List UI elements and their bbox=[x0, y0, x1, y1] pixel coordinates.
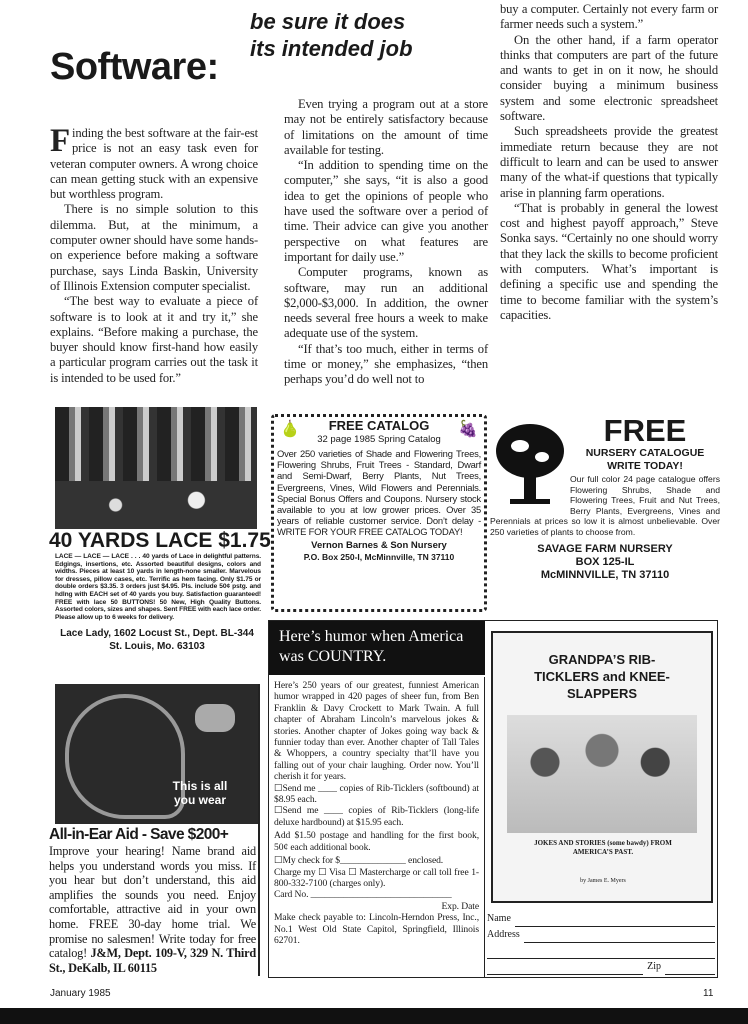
savage-ad-body: Our full color 24 page catalogue offers Flowering Shrubs, Shade and Flowering Trees, Fruit and Nut Trees, Berry Plants, Evergreens, Vines and Perennials at prices so low it is almost unbelievable. Over 250 varieties of plants to choose from. bbox=[490, 474, 720, 537]
softbound-option[interactable]: ☐Send me ____ copies of Rib-Ticklers (softbound) at $8.95 each. bbox=[274, 782, 479, 806]
address-form bbox=[487, 911, 715, 975]
humor-ad-header: Here’s humor when America was COUNTRY. bbox=[269, 621, 485, 675]
scan-edge bbox=[0, 1008, 748, 1024]
article-column-3: buy a computer. Certainly not every farm or farmer needs such a system.” On the other hand, if a farm operator thinks that computers are part of the future and wants to get in on it now, he should consider buying a minimum business system and some electronic spreadsheet software. Such spreadsheets provide the greatest immediate return because they are not difficult to learn and can be used to answer many of the what-if questions that typically arise in planning farm operations. “That is probably in general the lowest cost and highest payoff approach,” Steve Sonka says. “Certainly no one should worry that they lack the skills to become proficient with computers. What’s important is defining a specific use and spending the time to become familiar with the system’s capacities. bbox=[500, 2, 718, 322]
lace-ad-city: St. Louis, Mo. 63103 bbox=[109, 641, 205, 653]
name-field[interactable] bbox=[515, 911, 715, 927]
book-subtitle: JOKES AND STORIES (some bawdy) FROM AMERICA’S PAST. bbox=[534, 839, 672, 856]
hearing-ad-title: All-in-Ear Aid - Save $200+ bbox=[49, 826, 229, 843]
drop-cap: F bbox=[50, 123, 71, 159]
hearing-aid-ad bbox=[49, 684, 260, 976]
article-headline: Software: bbox=[50, 46, 219, 88]
humor-book-ad bbox=[268, 620, 718, 978]
savage-ad-box: BOX 125-IL bbox=[575, 555, 635, 568]
hearing-ad-body: Improve your hearing! Name brand aid helps you understand words you miss. If you hear but don’t understand, this aid amplifies the sounds you need. Enjoy comfortable, attractive aid in your own home. FREE 30-day home trial. We promise no salesmen! Write today for free catalog! J&M, Dept. 109-V, 329 N. Third St., DeKalb, IL 60115 bbox=[49, 844, 257, 975]
exp-date-field[interactable]: Exp. Date bbox=[441, 900, 479, 912]
book-author: by James E. Myers bbox=[580, 878, 626, 884]
pear-icon: 🍐 bbox=[280, 421, 300, 438]
lace-ad-title: 40 YARDS LACE $1.75 bbox=[49, 529, 271, 552]
photo-caption-2: you wear bbox=[173, 793, 227, 807]
charge-options[interactable]: Charge my ☐ Visa ☐ Mastercharge or call toll free 1-800-332-7100 (charges only). bbox=[274, 866, 479, 889]
catalog-ad-address: P.O. Box 250-I, McMinnville, TN 37110 bbox=[303, 551, 455, 562]
order-form bbox=[269, 677, 485, 977]
savage-ad-city: McMINNVILLE, TN 37110 bbox=[540, 568, 670, 581]
postage-note: Add $1.50 postage and handling for the first book, 50¢ each additional book. bbox=[274, 830, 479, 853]
savage-nursery-ad bbox=[490, 415, 720, 610]
address-field[interactable] bbox=[524, 927, 715, 943]
grapes-icon: 🍇 bbox=[458, 421, 478, 438]
photo-caption: This is all bbox=[172, 779, 228, 793]
book-cover bbox=[491, 631, 713, 903]
lace-ad-address: Lace Lady, 1602 Locust St., Dept. BL-344 bbox=[60, 628, 254, 640]
zip-label: Zip bbox=[647, 961, 661, 972]
check-field[interactable]: ☐My check for $______________ enclosed. bbox=[274, 855, 444, 867]
savage-ad-company: SAVAGE FARM NURSERY bbox=[537, 542, 673, 555]
catalog-ad-title: FREE CATALOG bbox=[328, 418, 430, 433]
catalog-ad-company: Vernon Barnes & Son Nursery bbox=[311, 539, 447, 551]
page-number: 11 bbox=[703, 988, 714, 999]
article-column-2: Even trying a program out at a store may not be entirely satisfactory because of limitations on the amount of time available for testing. “In addition to spending time on the computer,” she says, “it is also a good idea to get the opinions of people who have used the software over a period of time. Their advice can give you another perspective on what features are important for daily use.” Computer programs, known as software, may run an additional $2,000-$3,000. In addition, the owner needs several free hours a week to make adequate use of the system. “If that’s too much, either in terms of time or money,” she emphasizes, “then perhaps you’d do well not to bbox=[284, 97, 488, 387]
article-subhead: be sure it does its intended job bbox=[250, 9, 413, 61]
tree-icon bbox=[492, 421, 570, 509]
article-column-1: Finding the best software at the fair-est price is not an easy task even for veteran computer owners. A wrong choice can mean getting stuck with an expensive but worthless program. There is no simple solution to this dilemma. But, at the minimum, a computer owner should have some hands-on experience before making a software purchase, says Linda Baskin, University of Illinois Extension computer specialist. “The best way to evaluate a piece of software is to look at it and try it,” she explains. “Before making a purchase, the buyer should know first-hand how easily a particular program carries out the task it is intended to be used for.” bbox=[50, 123, 258, 385]
footer-date: January 1985 bbox=[50, 988, 111, 999]
savage-ad-subtitle: NURSERY CATALOGUE bbox=[585, 447, 705, 459]
card-number-field[interactable]: Card No. ______________________________ bbox=[274, 889, 452, 901]
book-illustration bbox=[507, 715, 697, 833]
lace-photo bbox=[55, 407, 257, 529]
zip-field[interactable] bbox=[665, 959, 715, 975]
book-title: GRANDPA’S RIB-TICKLERS and KNEE-SLAPPERS bbox=[534, 652, 670, 701]
lace-ad-body: LACE — LACE — LACE . . . 40 yards of Lace in delightful patterns. Edgings, insertions, etc. Assorted beautiful designs, colors and widths. Pieces at least 10 yards in length-none smaller. Marvelous for dresses, pillow cases, etc. Terrific as hem facing. Only $1.75 or double orders $3.35. 3 orders just $4.95. Pls. include 50¢ pstg. and hdlng with EACH set of 40 yards you buy. Satisfaction guaranteed! FREE with lace 50 BUTTONS! 50 New, High Quality Buttons. Assorted colors, sizes and shapes. Sent FREE with each lace order. Please allow up to 6 weeks for delivery. bbox=[55, 553, 261, 621]
savage-ad-write-today: WRITE TODAY! bbox=[607, 460, 683, 472]
lace-ad bbox=[49, 407, 271, 669]
catalog-ad bbox=[271, 414, 487, 612]
hearing-aid-photo bbox=[55, 684, 258, 824]
savage-ad-title: FREE bbox=[603, 413, 687, 448]
hardbound-option[interactable]: ☐Send me ____ copies of Rib-Ticklers (long-life deluxe hardbound) at $15.95 each. bbox=[274, 805, 479, 828]
address-line-2[interactable] bbox=[487, 943, 715, 959]
catalog-ad-body: Over 250 varieties of Shade and Flowering Trees, Flowering Shrubs, Fruit Trees - Standard, Dwarf and Semi-Dwarf, Berry Plants, Nut Trees, Evergreens, Vines, Wild Flowers and Perennials. Special Bonus Offers and Coupons. Nursery stock available to you at low grower prices. Over 35 years of reliable customer service. Don’t delay - WRITE FOR YOUR FREE CATALOG TODAY! bbox=[277, 448, 481, 538]
humor-ad-body: Here’s 250 years of our greatest, funniest American humor wrapped in 420 pages of sheer fun, from Ben Franklin & Davy Crockett to Mark Twain. A full chapter of Abraham Lincoln’s marvelous jokes & stories. Another chapter of Jokes going way back & funnier today than ever. Another chapter of Tall Tales & Whoppers, a country specialty that’ll have you falling out of your chair laughing. Order now. You’ll cherish it for years. bbox=[274, 680, 479, 783]
address-label: Address bbox=[487, 929, 520, 940]
catalog-ad-subtitle: 32 page 1985 Spring Catalog bbox=[317, 434, 441, 445]
name-label: Name bbox=[487, 913, 511, 924]
payable-note: Make check payable to: Lincoln-Herndon Press, Inc., No.1 West Old State Capitol, Springfield, Illinois 62701. bbox=[274, 912, 479, 946]
